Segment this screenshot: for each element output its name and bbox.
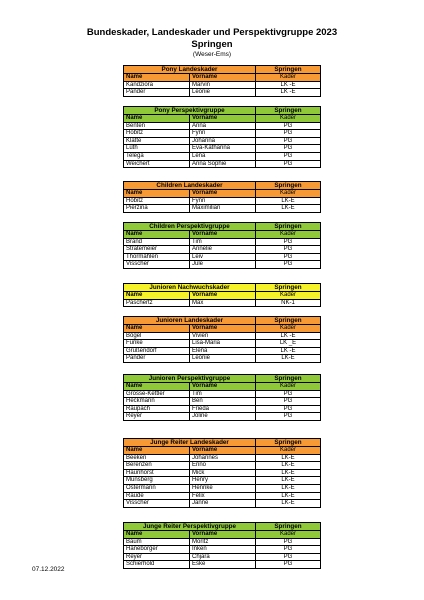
section-table	[123, 106, 321, 168]
table-row	[124, 246, 321, 254]
column-header-kader: Kader	[256, 115, 321, 123]
cell-vorname: Enno	[190, 462, 256, 470]
cell-vorname: Mick	[190, 469, 256, 477]
kader-table	[123, 222, 321, 269]
kader-table	[123, 65, 321, 97]
cell-name: Klatte	[124, 137, 190, 145]
column-header-vorname: Vorname	[190, 383, 256, 391]
column-header-row	[124, 383, 321, 391]
cell-kader: PG	[256, 390, 321, 398]
column-header-name: Name	[124, 292, 190, 300]
cell-kader: PG	[256, 246, 321, 254]
column-header-name: Name	[124, 325, 190, 333]
section-title: Junioren Landeskader	[124, 317, 256, 325]
section-title: Pony Perspektivgruppe	[124, 107, 256, 115]
cell-name: Benten	[124, 122, 190, 130]
table-row	[124, 484, 321, 492]
cell-kader: PG	[256, 137, 321, 145]
cell-vorname: Inken	[190, 546, 256, 554]
kader-table	[123, 181, 321, 213]
cell-vorname: Chjara	[190, 553, 256, 561]
table-row	[124, 81, 321, 89]
cell-kader: PG	[256, 553, 321, 561]
cell-kader: LK-E	[256, 197, 321, 205]
cell-vorname: Vivien	[190, 332, 256, 340]
column-header-row	[124, 115, 321, 123]
cell-name: Funke	[124, 340, 190, 348]
cell-kader: LK-E	[256, 205, 321, 213]
section-title: Children Perspektivgruppe	[124, 223, 256, 231]
discipline-label: Springen	[256, 439, 321, 447]
section-table	[123, 65, 321, 97]
cell-kader: PG	[256, 160, 321, 168]
cell-name: Hobitz	[124, 130, 190, 138]
cell-kader: PG	[256, 561, 321, 569]
page-subtitle-region: (Weser-Ems)	[192, 51, 232, 58]
cell-vorname: Johanna	[190, 137, 256, 145]
column-header-kader: Kader	[256, 292, 321, 300]
cell-name: Reyer	[124, 553, 190, 561]
table-row	[124, 500, 321, 508]
section-header-row	[124, 284, 321, 292]
table-row	[124, 477, 321, 485]
section-header-row	[124, 223, 321, 231]
section-title: Pony Landeskader	[124, 66, 256, 74]
column-header-kader: Kader	[256, 74, 321, 82]
cell-name: Bögel	[124, 332, 190, 340]
column-header-vorname: Vorname	[190, 531, 256, 539]
section-header-row	[124, 439, 321, 447]
cell-kader: PG	[256, 238, 321, 246]
table-row	[124, 261, 321, 269]
kader-table	[123, 374, 321, 421]
cell-vorname: Leonie	[190, 355, 256, 363]
page-title: Bundeskader, Landeskader und Perspektivgruppe 2023	[86, 27, 338, 38]
column-header-name: Name	[124, 531, 190, 539]
cell-vorname: Anna	[190, 122, 256, 130]
cell-name: Lüth	[124, 145, 190, 153]
section-table	[123, 316, 321, 363]
cell-kader: PG	[256, 145, 321, 153]
column-header-vorname: Vorname	[190, 74, 256, 82]
cell-name: Pierzina	[124, 205, 190, 213]
cell-kader: LK _E	[256, 340, 321, 348]
cell-name: Pander	[124, 89, 190, 97]
table-row	[124, 390, 321, 398]
cell-kader: NK-1	[256, 299, 321, 307]
table-row	[124, 205, 321, 213]
table-row	[124, 152, 321, 160]
cell-vorname: Felix	[190, 492, 256, 500]
column-header-kader: Kader	[256, 231, 321, 239]
cell-name: Reyer	[124, 413, 190, 421]
cell-name: Raude	[124, 492, 190, 500]
kader-table	[123, 106, 321, 168]
cell-name: Pander	[124, 355, 190, 363]
cell-kader: LK-E	[256, 355, 321, 363]
column-header-vorname: Vorname	[190, 325, 256, 333]
cell-kader: LK-E	[256, 500, 321, 508]
column-header-row	[124, 231, 321, 239]
section-header-row	[124, 523, 321, 531]
table-row	[124, 492, 321, 500]
discipline-label: Springen	[256, 375, 321, 383]
cell-name: Ostermann	[124, 484, 190, 492]
kader-table	[123, 316, 321, 363]
column-header-kader: Kader	[256, 383, 321, 391]
cell-vorname: Max	[190, 299, 256, 307]
section-title: Children Landeskader	[124, 182, 256, 190]
discipline-label: Springen	[256, 317, 321, 325]
kader-table	[123, 438, 321, 508]
discipline-label: Springen	[256, 284, 321, 292]
table-row	[124, 332, 321, 340]
document-date: 07.12.2022	[32, 566, 65, 573]
cell-vorname: Janne	[190, 500, 256, 508]
column-header-vorname: Vorname	[190, 231, 256, 239]
table-row	[124, 454, 321, 462]
cell-kader: LK -E	[256, 332, 321, 340]
discipline-label: Springen	[256, 523, 321, 531]
column-header-kader: Kader	[256, 325, 321, 333]
cell-kader: PG	[256, 122, 321, 130]
cell-kader: LK -E	[256, 81, 321, 89]
cell-kader: LK-E	[256, 477, 321, 485]
cell-kader: PG	[256, 546, 321, 554]
section-table	[123, 283, 321, 307]
cell-kader: PG	[256, 413, 321, 421]
cell-vorname: Maximilian	[190, 205, 256, 213]
column-header-row	[124, 74, 321, 82]
table-row	[124, 145, 321, 153]
table-row	[124, 253, 321, 261]
column-header-row	[124, 447, 321, 455]
cell-kader: PG	[256, 152, 321, 160]
column-header-name: Name	[124, 190, 190, 198]
cell-name: Thormählen	[124, 253, 190, 261]
table-row	[124, 546, 321, 554]
cell-name: Baum	[124, 538, 190, 546]
column-header-kader: Kader	[256, 190, 321, 198]
column-header-vorname: Vorname	[190, 190, 256, 198]
cell-vorname: Jule	[190, 261, 256, 269]
cell-vorname: Joline	[190, 413, 256, 421]
cell-vorname: Lisa-Maria	[190, 340, 256, 348]
table-row	[124, 469, 321, 477]
column-header-kader: Kader	[256, 531, 321, 539]
cell-vorname: Henrike	[190, 484, 256, 492]
column-header-vorname: Vorname	[190, 292, 256, 300]
table-row	[124, 553, 321, 561]
table-row	[124, 462, 321, 470]
section-title: Junioren Perspektivgruppe	[124, 375, 256, 383]
discipline-label: Springen	[256, 107, 321, 115]
section-header-row	[124, 375, 321, 383]
section-header-row	[124, 317, 321, 325]
cell-kader: PG	[256, 405, 321, 413]
discipline-label: Springen	[256, 182, 321, 190]
cell-name: Weichert	[124, 160, 190, 168]
kader-table	[123, 283, 321, 307]
cell-vorname: Anna Sophie	[190, 160, 256, 168]
cell-kader: PG	[256, 398, 321, 406]
cell-name: Telega	[124, 152, 190, 160]
cell-vorname: Leonie	[190, 89, 256, 97]
section-title: Junge Reiter Landeskader	[124, 439, 256, 447]
cell-vorname: Frieda	[190, 405, 256, 413]
cell-name: Hobitz	[124, 197, 190, 205]
table-row	[124, 538, 321, 546]
cell-vorname: Eva-Katharina	[190, 145, 256, 153]
cell-vorname: Fynn	[190, 130, 256, 138]
cell-vorname: Marvin	[190, 81, 256, 89]
table-row	[124, 299, 321, 307]
cell-vorname: Tim	[190, 238, 256, 246]
cell-name: Paschertz	[124, 299, 190, 307]
column-header-name: Name	[124, 447, 190, 455]
section-table	[123, 222, 321, 269]
cell-vorname: Annelie	[190, 246, 256, 254]
column-header-name: Name	[124, 383, 190, 391]
table-row	[124, 238, 321, 246]
cell-name: Visscher	[124, 500, 190, 508]
section-header-row	[124, 182, 321, 190]
cell-kader: LK-E	[256, 469, 321, 477]
column-header-row	[124, 292, 321, 300]
discipline-label: Springen	[256, 223, 321, 231]
column-header-row	[124, 325, 321, 333]
cell-name: Beeken	[124, 454, 190, 462]
table-row	[124, 89, 321, 97]
section-table	[123, 438, 321, 508]
table-row	[124, 398, 321, 406]
cell-kader: PG	[256, 538, 321, 546]
cell-vorname: Ben	[190, 398, 256, 406]
cell-kader: LK -E	[256, 89, 321, 97]
column-header-row	[124, 531, 321, 539]
table-row	[124, 413, 321, 421]
cell-kader: PG	[256, 130, 321, 138]
cell-name: Raupach	[124, 405, 190, 413]
page-subtitle-discipline: Springen	[191, 39, 233, 50]
cell-vorname: Eske	[190, 561, 256, 569]
cell-vorname: Moritz	[190, 538, 256, 546]
column-header-vorname: Vorname	[190, 447, 256, 455]
cell-name: Berenzen	[124, 462, 190, 470]
kader-table	[123, 522, 321, 569]
section-table	[123, 522, 321, 569]
cell-name: Munsberg	[124, 477, 190, 485]
column-header-row	[124, 190, 321, 198]
cell-name: Schierhold	[124, 561, 190, 569]
discipline-label: Springen	[256, 66, 321, 74]
section-header-row	[124, 107, 321, 115]
table-row	[124, 355, 321, 363]
cell-name: Stratemeier	[124, 246, 190, 254]
cell-kader: LK -E	[256, 347, 321, 355]
cell-name: Haunhorst	[124, 469, 190, 477]
cell-kader: LK-E	[256, 484, 321, 492]
column-header-name: Name	[124, 115, 190, 123]
cell-vorname: Elena	[190, 347, 256, 355]
section-title: Junge Reiter Perspektivgruppe	[124, 523, 256, 531]
cell-kader: LK-E	[256, 454, 321, 462]
cell-vorname: Lena	[190, 152, 256, 160]
section-title: Junioren Nachwuchskader	[124, 284, 256, 292]
cell-kader: LK-E	[256, 462, 321, 470]
cell-name: Visscher	[124, 261, 190, 269]
section-table	[123, 374, 321, 421]
table-row	[124, 347, 321, 355]
column-header-vorname: Vorname	[190, 115, 256, 123]
cell-name: Grußendorf	[124, 347, 190, 355]
cell-vorname: Henry	[190, 477, 256, 485]
cell-name: Brand	[124, 238, 190, 246]
table-row	[124, 405, 321, 413]
cell-vorname: Fynn	[190, 197, 256, 205]
cell-name: Kandziora	[124, 81, 190, 89]
cell-kader: PG	[256, 253, 321, 261]
section-table	[123, 181, 321, 213]
table-row	[124, 122, 321, 130]
cell-vorname: Johannes	[190, 454, 256, 462]
table-row	[124, 160, 321, 168]
cell-name: Grosse-Kettler	[124, 390, 190, 398]
column-header-name: Name	[124, 74, 190, 82]
cell-vorname: Leiv	[190, 253, 256, 261]
column-header-name: Name	[124, 231, 190, 239]
section-header-row	[124, 66, 321, 74]
table-row	[124, 197, 321, 205]
cell-name: Heckmann	[124, 398, 190, 406]
column-header-kader: Kader	[256, 447, 321, 455]
table-row	[124, 561, 321, 569]
table-row	[124, 137, 321, 145]
table-row	[124, 340, 321, 348]
table-row	[124, 130, 321, 138]
cell-kader: LK-E	[256, 492, 321, 500]
cell-name: Haneborger	[124, 546, 190, 554]
cell-kader: PG	[256, 261, 321, 269]
cell-vorname: Tim	[190, 390, 256, 398]
